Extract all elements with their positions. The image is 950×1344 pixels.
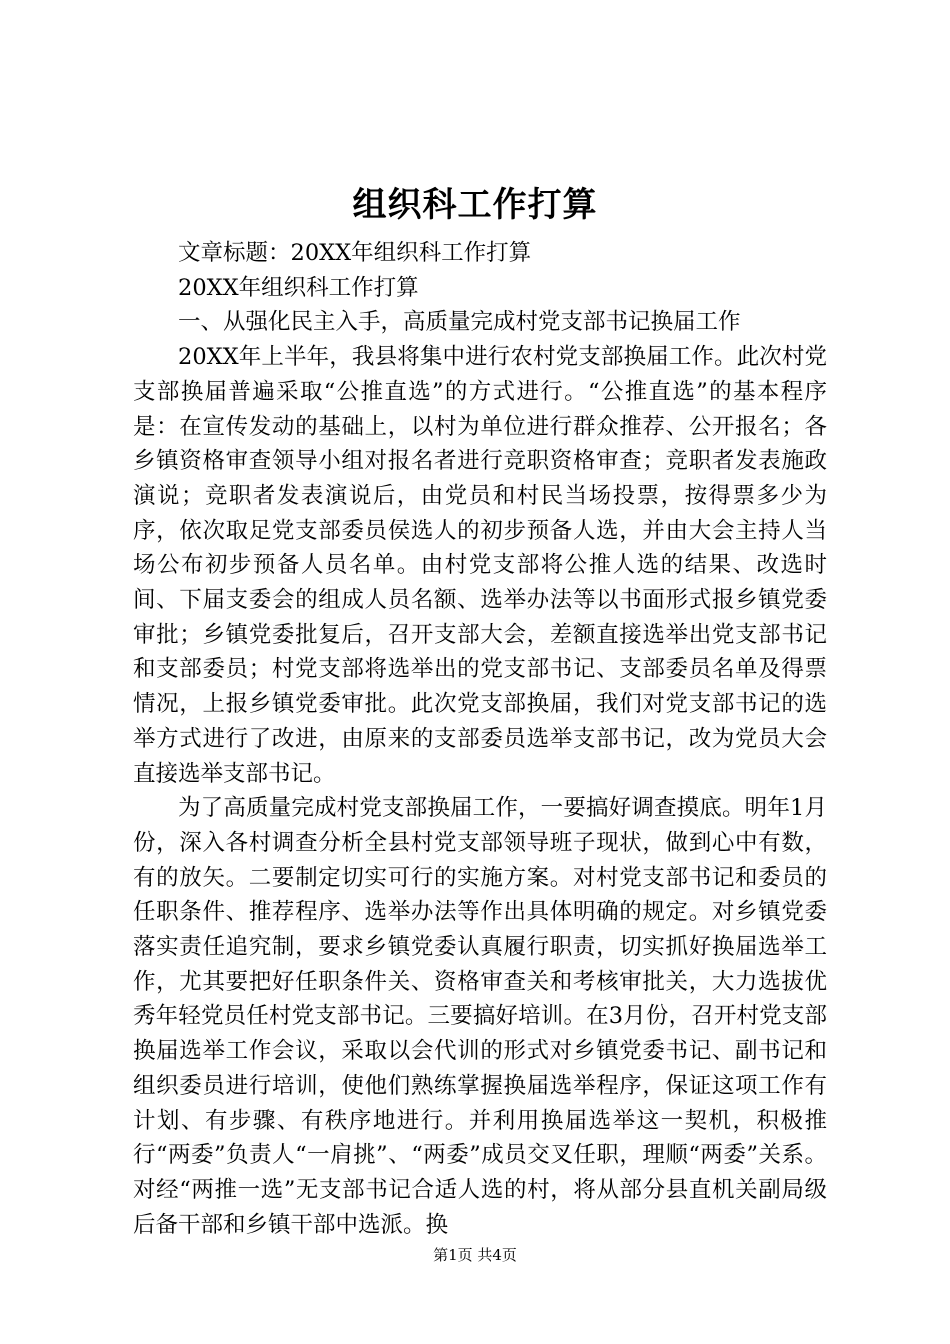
body-paragraph: 为了高质量完成村党支部换届工作，一要搞好调查摸底。明年1月份，深入各村调查分析全县村党支部领导班子现状，做到心中有数，有的放矢。二要制定切实可行的实施方案。对村党支部书记和委员的任职条件、推荐程序、选举办法等作出具体明确的规定。对乡镇党委落实责任追究制，要求乡镇党委认真履行职责，切实抓好换届选举工作，尤其要把好任职条件关、资格审查关和考核审批关，大力选拔优秀年轻党员任村党支部书记。三要搞好培训。在3月份，召开村党支部换届选举工作会议，采取以会代训的形式对乡镇党委书记、副书记和组织委员进行培训，使他们熟练掌握换届选举程序，保证这项工作有计划、有步骤、有秩序地进行。并利用换届选举这一契机，积极推行“两委”负责人“一肩挑”、“两委”成员交叉任职，理顺“两委”关系。对经“两推一选”无支部书记合适人选的村，将从部分县直机关副局级后备干部和乡镇干部中选派。换	[133, 795, 827, 1238]
section-heading: 一、从强化民主入手，高质量完成村党支部书记换届工作	[178, 309, 741, 336]
document-body	[133, 236, 827, 1242]
body-paragraph: 20XX年上半年，我县将集中进行农村党支部换届工作。此次村党支部换届普遍采取“公推直选”的方式进行。“公推直选”的基本程序是：在宣传发动的基础上，以村为单位进行群众推荐、公开报名；各乡镇资格审查领导小组对报名者进行竞职资格审查；竞职者发表施政演说；竞职者发表演说后，由党员和村民当场投票，按得票多少为序，依次取足党支部委员侯选人的初步预备人选，并由大会主持人当场公布初步预备人员名单。由村党支部将公推人选的结果、改选时间、下届支委会的组成人员名额、选举办法等以书面形式报乡镇党委审批；乡镇党委批复后，召开支部大会，差额直接选举出党支部书记和支部委员；村党支部将选举出的党支部书记、支部委员名单及得票情况，上报乡镇党委审批。此次党支部换届，我们对党支部书记的选举方式进行了改进，由原来的支部委员选举支部书记，改为党员大会直接选举支部书记。	[133, 344, 827, 787]
document-title: 组织科工作打算	[352, 185, 598, 225]
article-title-line: 文章标题：20XX年组织科工作打算	[178, 240, 532, 266]
subtitle-line: 20XX年组织科工作打算	[178, 274, 419, 301]
page-number-footer: 第1页 共4页	[433, 1246, 517, 1264]
